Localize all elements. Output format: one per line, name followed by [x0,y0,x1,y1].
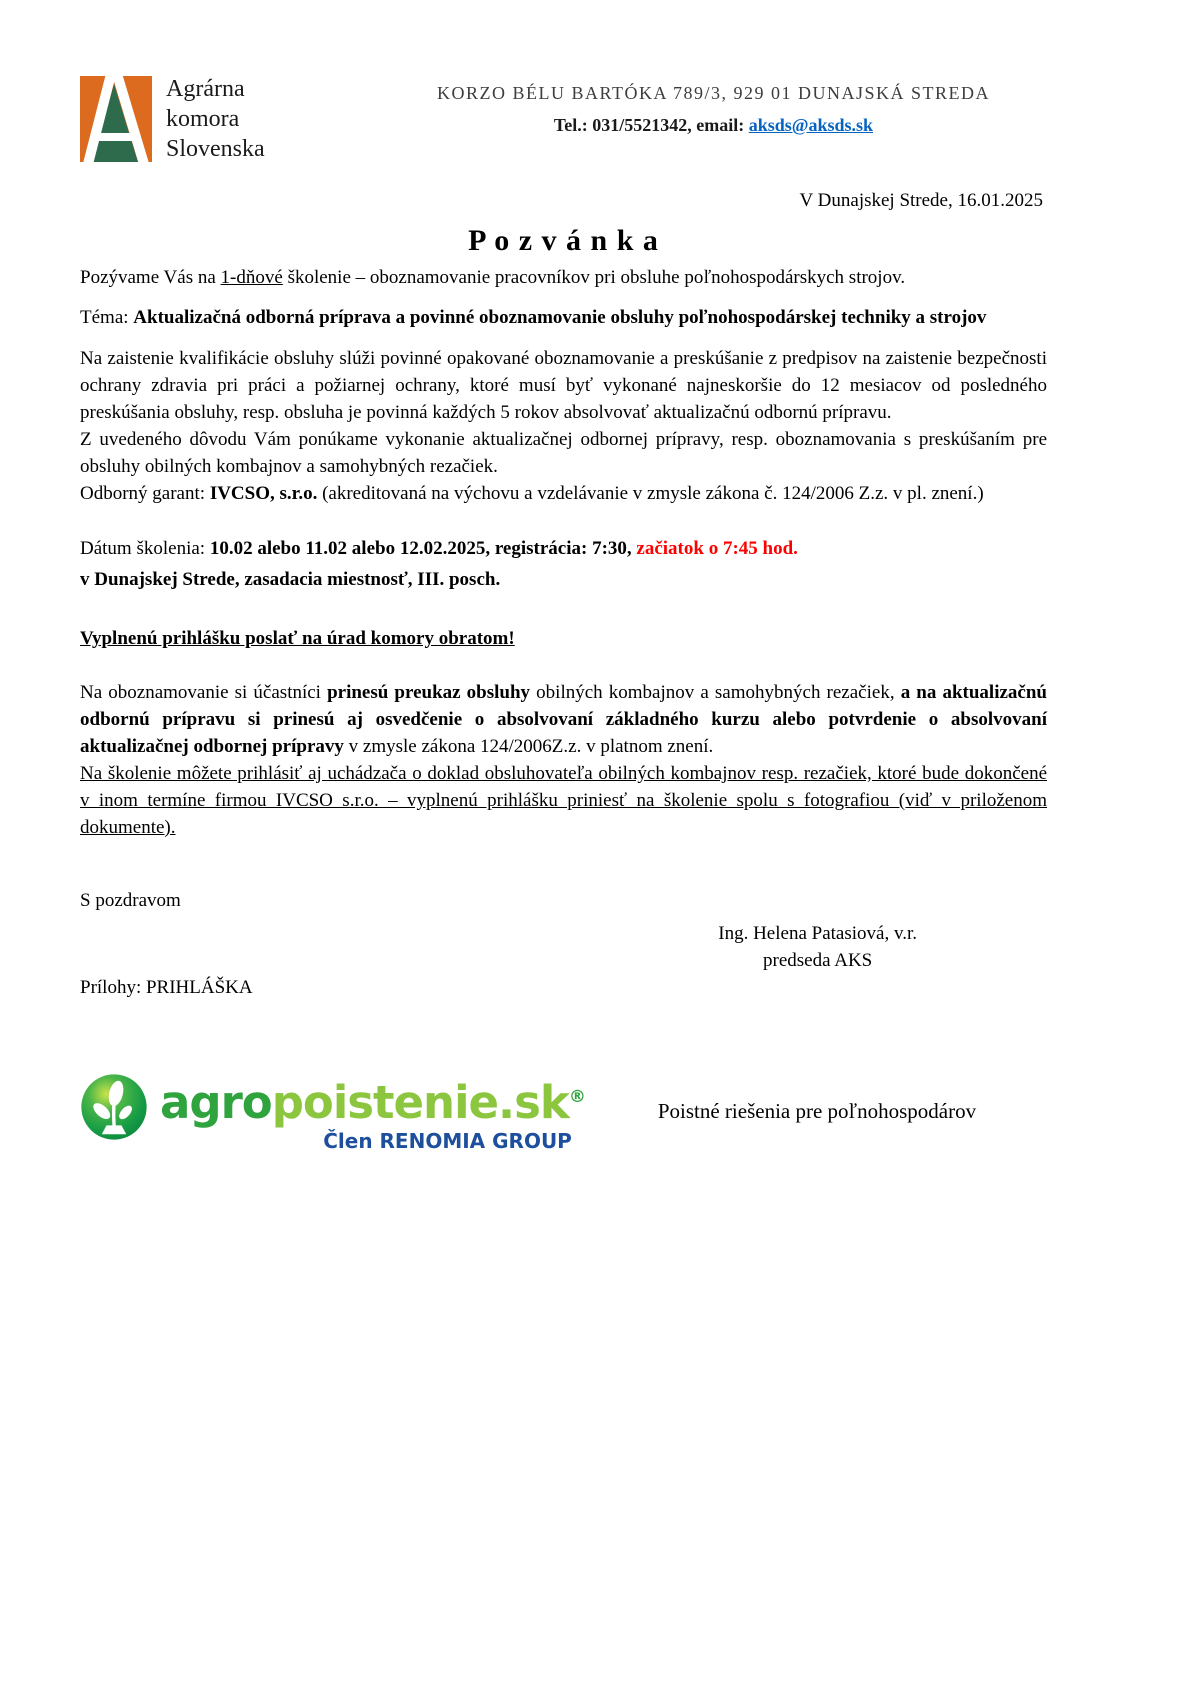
req-text-c: v zmysle zákona 124/2006Z.z. v platnom znení. [343,736,714,757]
paragraph-justification: Na zaistenie kvalifikácie obsluhy slúži povinné opakované oboznamovanie a preskúšanie z predpisov na zaistenie bezpečnosti ochrany zdravia pri práci a požiarnej ochrany, ktoré musí byť vykonané najneskoršie do 12 mesiacov od posledného preskúšania obsluhy, resp. obsluha je povinná každých 5 rokov absolvovať aktualizačnú odbornú prípravu. [80,348,1047,423]
p1-text-b: školenie – oboznamovanie pracovníkov pri obsluhe poľnohospodárskych strojov. [282,267,906,288]
org-name-line3: Slovenska [166,136,265,162]
guarantor-suffix: (akreditovaná na výchovu a vzdelávanie v zmysle zákona č. 124/2006 Z.z. v pl. znení.) [317,483,984,504]
sprout-icon [80,1073,148,1141]
letterhead [80,72,1047,164]
candidate-underlined: Na školenie môžete prihlásiť aj uchádzača o doklad obsluhovateľa obilných kombajnov resp. rezačiek, ktoré bude dokončené v inom termíne firmou IVCSO s.r.o. – vyplnenú prihlášku priniesť na školenie spolu s fotografiou (viď v priloženom dokumente). [80,763,1047,838]
guarantor-label: Odborný garant: [80,483,210,504]
training-date-line1 [80,533,1047,564]
signature-block [718,920,917,974]
closing-salutation: S pozdravom [80,890,181,911]
agropoistenie-logo [80,1073,586,1153]
req-bold1: prinesú preukaz obsluhy [327,682,531,703]
date-label: Dátum školenia: [80,538,210,559]
hq-contact-block [380,72,1047,136]
guarantor-name: IVCSO, s.r.o. [209,483,318,504]
aks-logo-icon [80,76,152,162]
req-bold2: a na aktualizačnú odbornú prípravu si prinesú aj osvedčenie o absolvovaní základného kurzu alebo potvrdenie o absolvovaní aktualizačnej odbornej prípravy [80,682,1047,757]
contact-prefix: Tel.: 031/5521342, email: [553,115,749,135]
signature-name: Ing. Helena Patasiová, v.r. [718,923,917,944]
wordmark-agro: agro [160,1076,272,1129]
training-date-block [80,533,1047,595]
aks-brand [80,72,380,164]
paragraph-candidate [80,760,1047,841]
email-link[interactable]: aksds@aksds.sk [748,115,874,135]
registered-trademark-icon: ® [568,1087,586,1107]
topic-bold: Aktualizačná odborná príprava a povinné oboznamovanie obsluhy poľnohospodárskej techniky a strojov [133,307,987,328]
wordmark-poistenie: poistenie.sk [271,1076,569,1129]
org-name-line2: komora [166,106,240,132]
place-date-line: V Dunajskej Strede, 16.01.2025 [799,190,1043,211]
footer [80,1073,1047,1153]
hq-contact-line [380,115,1047,136]
agropoistenie-wordmark-block [160,1073,586,1153]
renomia-membership: Člen RENOMIA GROUP [323,1129,572,1153]
training-date-line2: v Dunajskej Strede, zasadacia miestnosť, III. posch. [80,569,501,590]
hq-address: KORZO BÉLU BARTÓKA 789/3, 929 01 DUNAJSKÁ STREDA [437,83,990,103]
paragraph-invitation [80,258,1047,298]
document-title: P o z v á n k a [468,224,659,257]
date-start-time: začiatok o 7:45 hod. [636,538,798,559]
paragraph-requirements [80,679,1047,760]
signature-role: predseda AKS [763,950,873,971]
req-text-b: obilných kombajnov a samohybných rezačiek, [530,682,901,703]
paragraph-topic [80,298,1047,338]
paragraph-offer: Z uvedeného dôvodu Vám ponúkame vykonanie aktualizačnej odbornej prípravy, resp. oboznamovania s preskúšaním pre obsluhy obilných kombajnov a samohybných rezačiek. [80,429,1047,477]
attachments-line: Prílohy: PRIHLÁŠKA [80,977,253,998]
org-name-line1: Agrárna [166,76,245,102]
p1-underlined: 1-dňové [220,267,283,288]
footer-tagline: Poistné riešenia pre poľnohospodárov [657,1099,977,1123]
notice-text: Vyplnenú prihlášku poslať na úrad komory obratom! [80,628,515,649]
req-text-a: Na oboznamovanie si účastníci [80,682,328,703]
p1-text-a: Pozývame Vás na [80,267,221,288]
org-name [166,74,265,164]
topic-label: Téma: [80,307,134,328]
agropoistenie-wordmark [160,1073,586,1127]
application-notice [80,625,1047,652]
paragraph-guarantor [80,480,1047,507]
date-values: 10.02 alebo 11.02 alebo 12.02.2025, registrácia: 7:30, [209,538,637,559]
document-body [80,258,1047,1001]
